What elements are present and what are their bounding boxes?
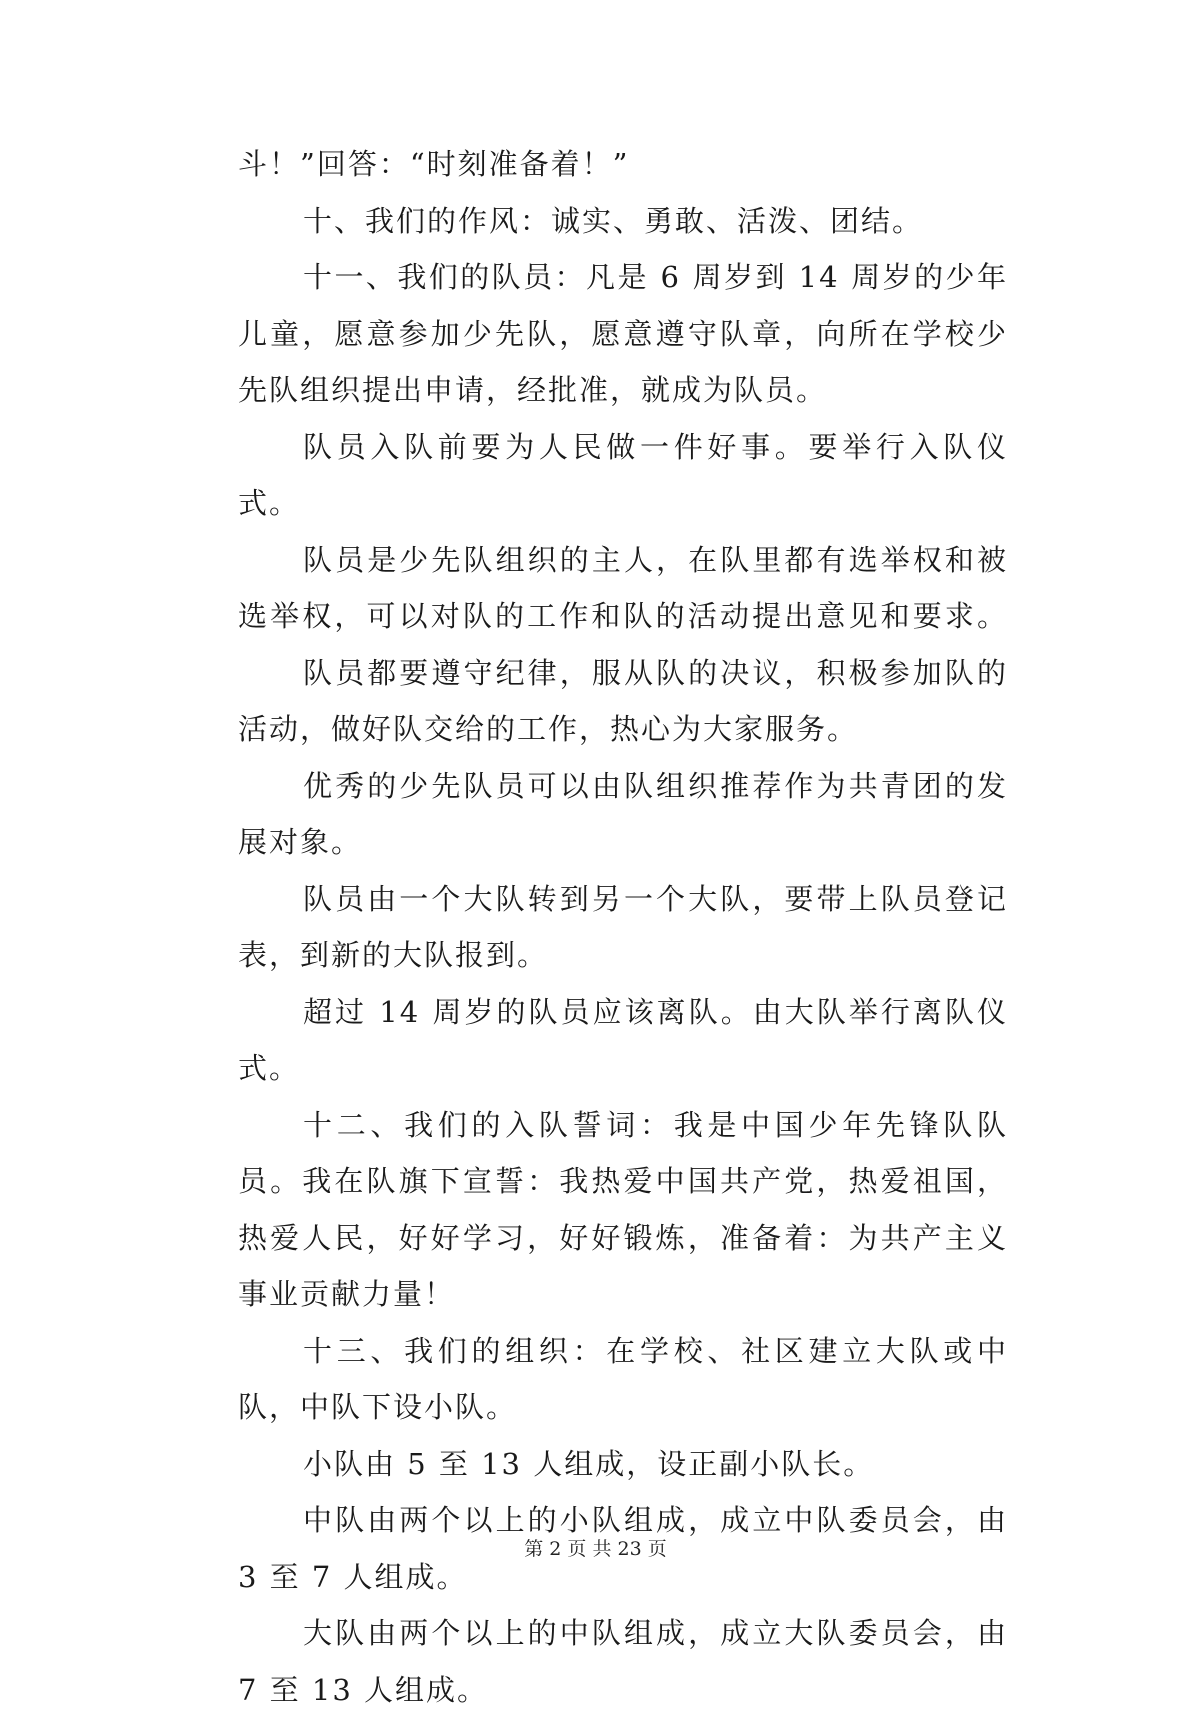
- text-line: 优秀的少先队员可以由队组织推荐作为共青团的发: [238, 758, 1008, 815]
- text-line: 队，中队下设小队。: [238, 1379, 1008, 1436]
- text-line: 表，到新的大队报到。: [238, 927, 1008, 984]
- text-line: 先队组织提出申请，经批准，就成为队员。: [238, 362, 1008, 419]
- text-line: 中队由两个以上的小队组成，成立中队委员会，由: [238, 1492, 1008, 1549]
- text-line: 员。我在队旗下宣誓：我热爱中国共产党，热爱祖国，: [238, 1153, 1008, 1210]
- text-line: 式。: [238, 475, 1008, 532]
- text-line: 3 至 7 人组成。: [238, 1549, 1008, 1606]
- text-line: 队员由一个大队转到另一个大队，要带上队员登记: [238, 871, 1008, 928]
- text-line: 儿童，愿意参加少先队，愿意遵守队章，向所在学校少: [238, 306, 1008, 363]
- text-line: 十三、我们的组织：在学校、社区建立大队或中: [238, 1323, 1008, 1380]
- text-line: 展对象。: [238, 814, 1008, 871]
- text-line: 式。: [238, 1040, 1008, 1097]
- text-line: 7 至 13 人组成。: [238, 1662, 1008, 1718]
- text-line: 队员入队前要为人民做一件好事。要举行入队仪: [238, 419, 1008, 476]
- text-line: 十一、我们的队员：凡是 6 周岁到 14 周岁的少年: [238, 249, 1008, 306]
- text-line: 事业贡献力量！: [238, 1266, 1008, 1323]
- text-line: 大队由两个以上的中队组成，成立大队委员会，由: [238, 1605, 1008, 1662]
- text-line: 队员是少先队组织的主人，在队里都有选举权和被: [238, 532, 1008, 589]
- text-line: 小队由 5 至 13 人组成，设正副小队长。: [238, 1436, 1008, 1493]
- page-number-footer: 第 2 页 共 23 页: [0, 1537, 1191, 1561]
- text-line: 热爱人民，好好学习，好好锻炼，准备着：为共产主义: [238, 1210, 1008, 1267]
- text-line: 十、我们的作风：诚实、勇敢、活泼、团结。: [238, 193, 1008, 250]
- document-body: [238, 136, 1008, 1718]
- text-line: 选举权，可以对队的工作和队的活动提出意见和要求。: [238, 588, 1008, 645]
- text-line: 十二、我们的入队誓词：我是中国少年先锋队队: [238, 1097, 1008, 1154]
- text-line: 斗！”回答：“时刻准备着！”: [238, 136, 1008, 193]
- text-line: 超过 14 周岁的队员应该离队。由大队举行离队仪: [238, 984, 1008, 1041]
- text-line: 队员都要遵守纪律，服从队的决议，积极参加队的: [238, 645, 1008, 702]
- text-line: 活动，做好队交给的工作，热心为大家服务。: [238, 701, 1008, 758]
